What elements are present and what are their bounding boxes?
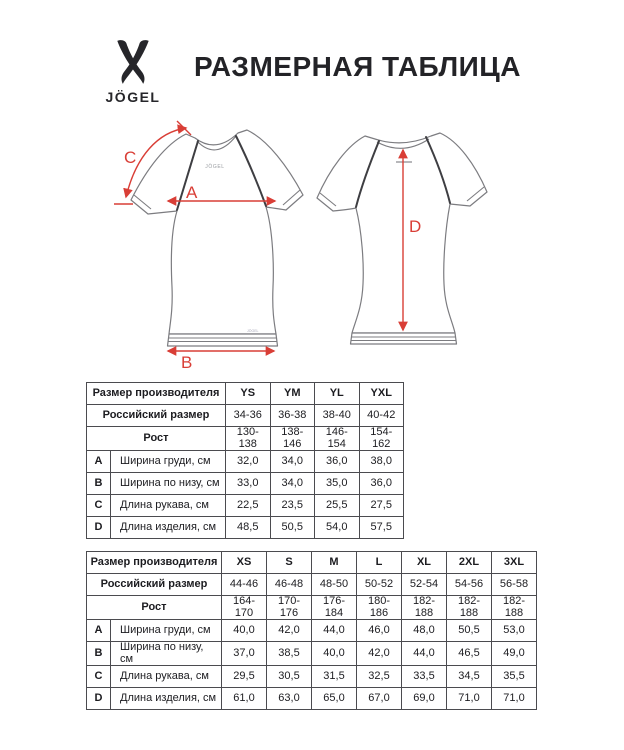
measure-row [87,451,404,473]
row-label-cell: Российский размер [87,405,226,427]
table-header-row [87,383,404,405]
value-cell: 69,0 [402,688,447,710]
size-code-cell: YS [226,383,271,405]
value-cell: 25,5 [315,495,360,517]
value-cell: 33,0 [226,473,271,495]
page-title: РАЗМЕРНАЯ ТАБЛИЦА [194,51,521,82]
measure-row [87,642,537,666]
hem-tag-text: JÖGEL [247,329,259,333]
value-cell: 50-52 [357,574,402,596]
value-cell: 154-162 [359,427,404,451]
measure-label-cell: Длина рукава, см [111,666,222,688]
measure-key-cell: C [87,495,111,517]
size-code-cell: YXL [359,383,404,405]
value-cell: 48,5 [226,517,271,539]
value-cell: 44-46 [222,574,267,596]
jogel-logo-icon [112,40,154,88]
value-cell: 61,0 [222,688,267,710]
value-cell: 71,0 [492,688,537,710]
value-cell: 32,0 [226,451,271,473]
value-cell: 22,5 [226,495,271,517]
value-cell: 180-186 [357,596,402,620]
measure-label-cell: Длина изделия, см [111,517,226,539]
value-cell: 50,5 [270,517,315,539]
value-cell: 23,5 [270,495,315,517]
value-cell: 35,5 [492,666,537,688]
value-cell: 32,5 [357,666,402,688]
measure-label-cell: Ширина груди, см [111,451,226,473]
measure-key-cell: D [87,688,111,710]
value-cell: 38,5 [267,642,312,666]
value-cell: 170-176 [267,596,312,620]
table-header-row [87,596,537,620]
value-cell: 34,0 [270,473,315,495]
value-cell: 54,0 [315,517,360,539]
measure-label-cell: Ширина по низу, см [111,642,222,666]
label-bottom-width: B [181,353,193,372]
shirt-front-view [131,130,303,346]
value-cell: 30,5 [267,666,312,688]
row-label-cell: Российский размер [87,574,222,596]
value-cell: 48,0 [402,620,447,642]
value-cell: 49,0 [492,642,537,666]
value-cell: 34-36 [226,405,271,427]
value-cell: 164-170 [222,596,267,620]
back-hem-band [351,333,457,344]
value-cell: 54-56 [447,574,492,596]
table-header-row [87,574,537,596]
measure-key-cell: D [87,517,111,539]
measure-row [87,620,537,642]
value-cell: 34,0 [270,451,315,473]
size-code-cell: L [357,552,402,574]
value-cell: 42,0 [267,620,312,642]
value-cell: 35,0 [315,473,360,495]
size-code-cell: YM [270,383,315,405]
measure-key-cell: A [87,451,111,473]
value-cell: 182-188 [492,596,537,620]
value-cell: 31,5 [312,666,357,688]
measure-row [87,666,537,688]
value-cell: 27,5 [359,495,404,517]
value-cell: 44,0 [312,620,357,642]
value-cell: 57,5 [359,517,404,539]
table-header-row [87,552,537,574]
value-cell: 40,0 [222,620,267,642]
size-code-cell: YL [315,383,360,405]
value-cell: 48-50 [312,574,357,596]
measure-label-cell: Ширина по низу, см [111,473,226,495]
measure-key-cell: B [87,473,111,495]
value-cell: 46-48 [267,574,312,596]
value-cell: 50,5 [447,620,492,642]
value-cell: 44,0 [402,642,447,666]
row-label-cell: Размер производителя [87,383,226,405]
size-code-cell: S [267,552,312,574]
value-cell: 36-38 [270,405,315,427]
value-cell: 176-184 [312,596,357,620]
value-cell: 182-188 [402,596,447,620]
table-header-row [87,427,404,451]
shirt-back-view [317,133,487,344]
measure-label-cell: Ширина груди, см [111,620,222,642]
value-cell: 37,0 [222,642,267,666]
measure-label-cell: Длина рукава, см [111,495,226,517]
measure-key-cell: A [87,620,111,642]
value-cell: 67,0 [357,688,402,710]
size-code-cell: 2XL [447,552,492,574]
value-cell: 42,0 [357,642,402,666]
table-header-row [87,405,404,427]
chest-logo-text: JÖGEL [205,164,225,170]
row-label-cell: Рост [87,596,222,620]
label-sleeve-length: C [124,148,137,167]
value-cell: 40,0 [312,642,357,666]
measure-row [87,517,404,539]
value-cell: 65,0 [312,688,357,710]
measure-row [87,688,537,710]
measure-label-cell: Длина изделия, см [111,688,222,710]
value-cell: 36,0 [315,451,360,473]
measure-row [87,473,404,495]
value-cell: 138-146 [270,427,315,451]
value-cell: 36,0 [359,473,404,495]
youth-size-table [86,382,404,539]
shirt-back-body [317,133,487,333]
value-cell: 46,5 [447,642,492,666]
size-code-cell: XS [222,552,267,574]
value-cell: 56-58 [492,574,537,596]
value-cell: 46,0 [357,620,402,642]
brand-wordmark: JÖGEL [105,89,161,105]
size-code-cell: 3XL [492,552,537,574]
tshirt-measurement-diagram [0,112,624,380]
value-cell: 63,0 [267,688,312,710]
value-cell: 52-54 [402,574,447,596]
measure-key-cell: C [87,666,111,688]
size-code-cell: XL [402,552,447,574]
value-cell: 29,5 [222,666,267,688]
value-cell: 38,0 [359,451,404,473]
value-cell: 40-42 [359,405,404,427]
adult-size-table [86,551,537,710]
label-chest-width: A [186,183,198,202]
value-cell: 130-138 [226,427,271,451]
value-cell: 34,5 [447,666,492,688]
value-cell: 33,5 [402,666,447,688]
value-cell: 38-40 [315,405,360,427]
value-cell: 146-154 [315,427,360,451]
measure-row [87,495,404,517]
row-label-cell: Размер производителя [87,552,222,574]
measure-key-cell: B [87,642,111,666]
value-cell: 53,0 [492,620,537,642]
shirt-front-body [131,130,303,334]
sleeve-top-tick [177,121,191,135]
brand-logo [94,40,172,105]
label-garment-length: D [409,217,422,236]
value-cell: 71,0 [447,688,492,710]
size-code-cell: M [312,552,357,574]
row-label-cell: Рост [87,427,226,451]
hem-band [168,334,278,346]
value-cell: 182-188 [447,596,492,620]
